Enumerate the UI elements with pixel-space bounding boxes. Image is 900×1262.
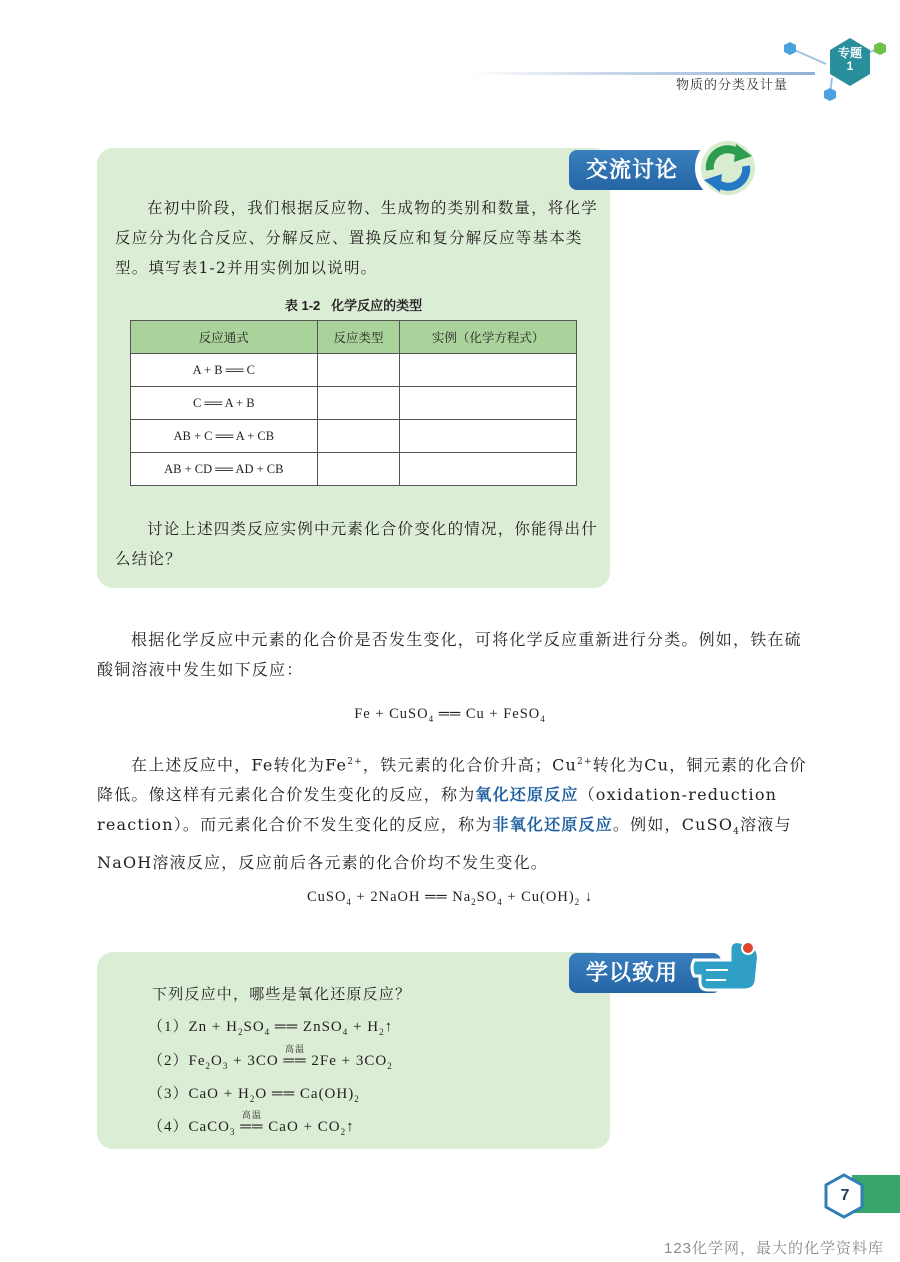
watermark: 123化学网，最大的化学资料库 [664, 1240, 885, 1257]
table-row [131, 420, 577, 453]
chapter-title: 物质的分类及计量 [676, 77, 789, 92]
body-paragraph-1: 根据化学反应中元素的化合价是否发生变化，可将化学反应重新进行分类。例如，铁在硫酸铜溶液中发生如下反应： [97, 630, 802, 679]
table-caption: 表 1-2 化学反应的类型 [284, 298, 423, 313]
apply-question: 下列反应中，哪些是氧化还原反应？ [152, 985, 412, 1003]
table-cell[interactable] [317, 420, 400, 453]
discussion-intro: 在初中阶段，我们根据反应物、生成物的类别和数量，将化学反应分为化合反应、分解反应、置换反应和复分解反应等基本类型。填写表1-2并用实例加以说明。 [115, 199, 598, 277]
apply-tag: 学以致用 [569, 953, 721, 993]
apply-item: $(3)CaO + H_2O$ ══ $Ca(OH)_2$ [148, 1086, 360, 1104]
table-cell[interactable] [317, 387, 400, 420]
table-header-cell: 实例（化学方程式） [400, 321, 577, 354]
refresh-arrows-icon [692, 130, 764, 206]
table-cell[interactable] [400, 420, 577, 453]
table-header-cell: 反应通式 [131, 321, 318, 354]
table-row [131, 387, 577, 420]
table-cell[interactable] [400, 453, 577, 486]
table-cell[interactable] [317, 453, 400, 486]
reaction-type-table [130, 320, 577, 486]
apply-item: $(2)Fe_2O_3 + 3CO$ 高温 ══ $2Fe + 3CO_2$ [148, 1044, 393, 1071]
pointing-hand-icon [690, 930, 764, 996]
apply-item: $(1)Zn + H_2SO_4$ ══ ZnSO$_4$ + $H_2↑$ [148, 1019, 394, 1037]
equation-cuso4-naoh: CuSO$_4$ + 2NaOH ══ $Na_2SO_4 + Cu(OH)_2$ ↓ [306, 889, 594, 907]
table-cell: A + B ══ C [131, 354, 318, 387]
table-cell: AB + C ══ A + CB [131, 420, 318, 453]
equation-fe-cuso4: Fe + CuSO$_4$ ══ Cu + FeSO$_4$ [354, 706, 546, 724]
body-paragraph-2: 在上述反应中，Fe转化为$Fe^{2+}$，铁元素的化合价升高；$Cu^{2+}$转化为Cu，铜元素的化合价降低。像这样有元素化合价发生变化的反应，称为氧化还原反应（oxidation-reduction reaction）。而元素化合价不发生变化的反应，称为非氧化还原反应。例如，CuSO$_4$溶液与NaOH溶液反应，反应前后各元素的化合价均不发生变化。 [97, 755, 807, 872]
table-cell: AB + CD ══ AD + CB [131, 453, 318, 486]
reaction-condition: 高温 ══ [240, 1110, 264, 1135]
table-cell[interactable] [317, 354, 400, 387]
table-row [131, 453, 577, 486]
term-redox: 氧化还原反应 [475, 785, 579, 805]
discussion-tag: 交流讨论 [569, 150, 721, 190]
chapter-badge-text: 专题 1 [837, 46, 862, 73]
apply-item: （4）CaCO$_3$ 高温 ══ CaO + $CO_2↑$ [148, 1110, 355, 1137]
table-header-cell: 反应类型 [317, 321, 400, 354]
page-number: 7 [840, 1187, 850, 1204]
table-header-row [131, 321, 577, 354]
reaction-condition: 高温 ══ [283, 1044, 307, 1069]
discussion-question: 讨论上述四类反应实例中元素化合价变化的情况，你能得出什么结论？ [115, 520, 598, 568]
table-cell[interactable] [400, 387, 577, 420]
table-row [131, 354, 577, 387]
table-cell[interactable] [400, 354, 577, 387]
term-non-redox: 非氧化还原反应 [492, 815, 613, 835]
table-cell: C ══ A + B [131, 387, 318, 420]
